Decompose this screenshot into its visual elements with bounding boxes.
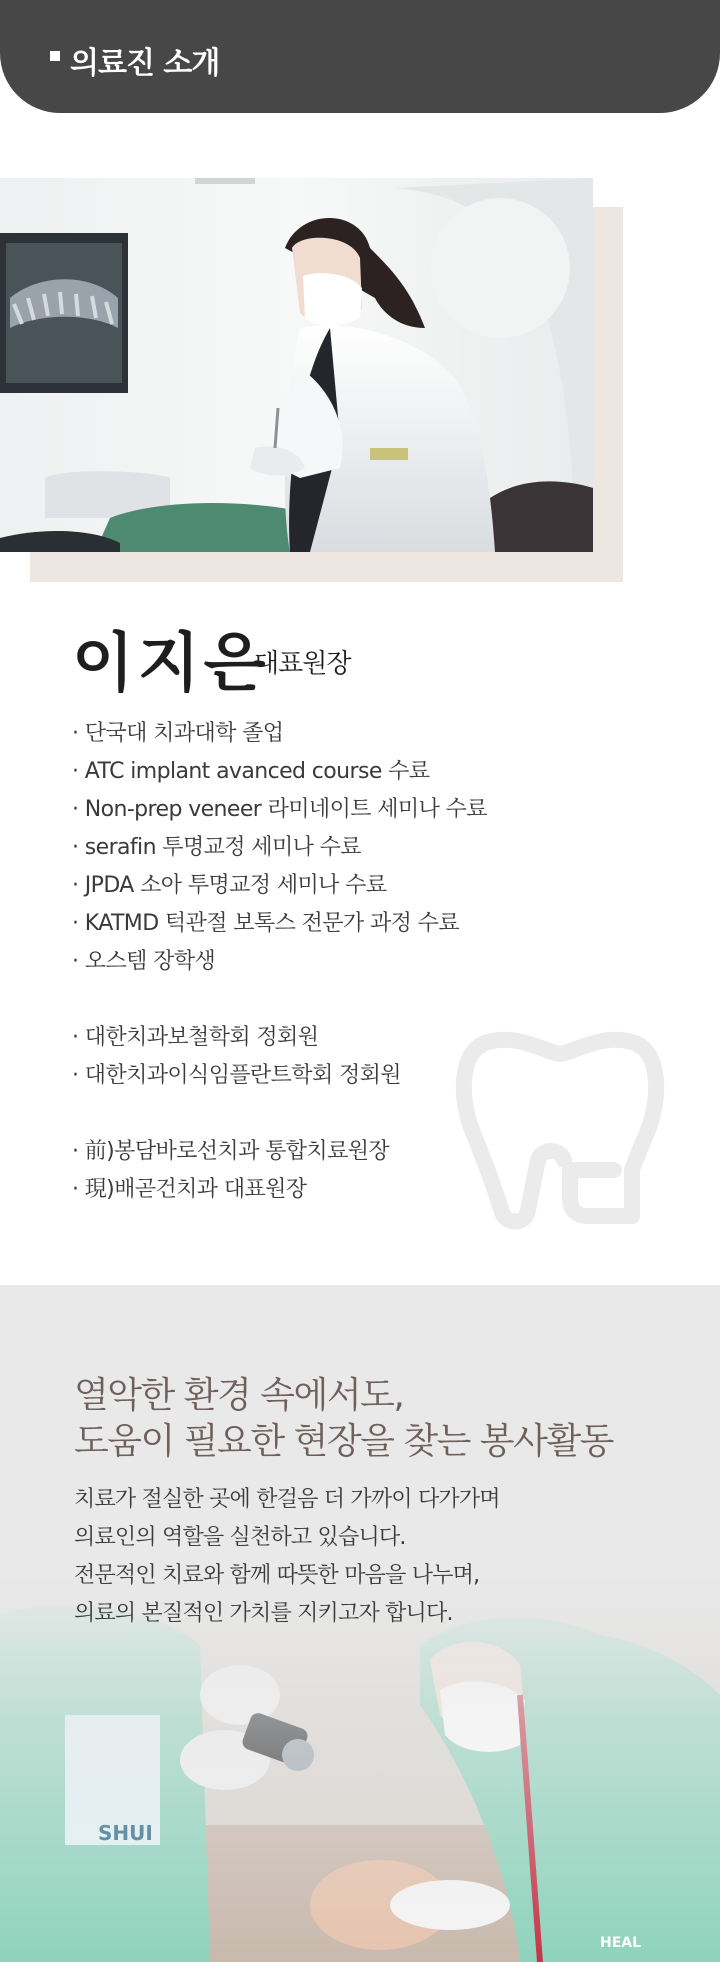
- volunteer-text-line: 의료인의 역할을 실천하고 있습니다.: [74, 1525, 406, 1550]
- header-bullet: [50, 51, 60, 61]
- doctor-title: 대표원장: [254, 649, 351, 679]
- career-item: · 前)봉담바로선치과 통합치료원장: [72, 1139, 390, 1164]
- volunteer-text-line: 치료가 절실한 곳에 한걸음 더 가까이 다가가며: [74, 1487, 500, 1512]
- volunteer-photo: [0, 1575, 720, 1962]
- career-item: · 대한치과보철학회 정회원: [72, 1025, 319, 1050]
- section-header: [0, 0, 720, 113]
- volunteer-heading-line-1: 열악한 환경 속에서도,: [74, 1375, 404, 1416]
- doctor-photo: [0, 178, 593, 552]
- career-item: · 대한치과이식임플란트학회 정회원: [72, 1063, 401, 1088]
- career-item: · KATMD 턱관절 보톡스 전문가 과정 수료: [72, 911, 459, 936]
- career-item: · Non-prep veneer 라미네이트 세미나 수료: [72, 797, 487, 822]
- volunteer-text-line: 의료의 본질적인 가치를 지키고자 합니다.: [74, 1601, 453, 1626]
- career-item: · JPDA 소아 투명교정 세미나 수료: [72, 873, 387, 898]
- career-item: · serafin 투명교정 세미나 수료: [72, 835, 361, 860]
- tooth-icon: [448, 1020, 672, 1232]
- volunteer-heading-line-2: 도움이 필요한 현장을 찾는 봉사활동: [74, 1421, 613, 1462]
- volunteer-text-line: 전문적인 치료와 함께 따뜻한 마음을 나누며,: [74, 1563, 480, 1588]
- career-item: · 現)배곧건치과 대표원장: [72, 1177, 307, 1202]
- page-title: 의료진 소개: [70, 46, 220, 81]
- career-item: · ATC implant avanced course 수료: [72, 759, 430, 784]
- doctor-name: 이지은: [72, 627, 270, 701]
- volunteer-section: [0, 1285, 720, 1962]
- career-item: · 단국대 치과대학 졸업: [72, 721, 284, 746]
- career-item: · 오스템 장학생: [72, 949, 216, 974]
